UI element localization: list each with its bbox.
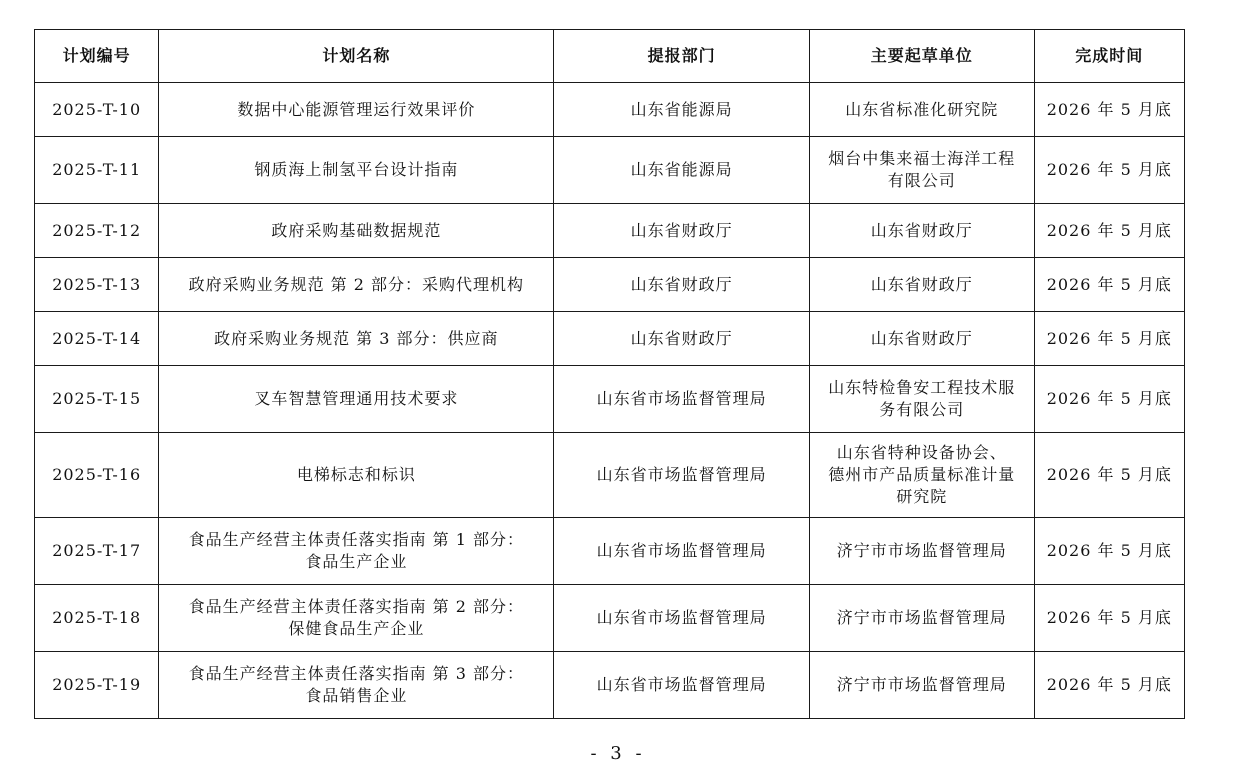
org-cell bbox=[809, 518, 1034, 585]
org-line: 研究院 bbox=[896, 487, 948, 506]
dept-cell: 山东省能源局 bbox=[554, 83, 810, 137]
dept-cell: 山东省能源局 bbox=[554, 137, 810, 204]
plan-table bbox=[34, 29, 1185, 719]
org-line: 济宁市市场监督管理局 bbox=[836, 541, 1007, 560]
org-line: 山东省财政厅 bbox=[870, 274, 973, 294]
page-number: - 3 - bbox=[590, 743, 646, 764]
dept-cell: 山东省市场监督管理局 bbox=[554, 366, 810, 433]
plan-name-line: 钢质海上制氢平台设计指南 bbox=[254, 160, 459, 179]
plan-name-cell bbox=[159, 518, 554, 585]
plan-code-cell: 2025-T-18 bbox=[35, 585, 159, 652]
plan-name-line: 食品生产经营主体责任落实指南 第 2 部分： bbox=[188, 597, 525, 616]
time-cell: 2026 年 5 月底 bbox=[1034, 204, 1184, 258]
table-row bbox=[35, 518, 1185, 585]
time-cell: 2026 年 5 月底 bbox=[1034, 366, 1184, 433]
plan-code-cell: 2025-T-16 bbox=[35, 433, 159, 518]
table-row bbox=[35, 83, 1185, 137]
time-cell: 2026 年 5 月底 bbox=[1034, 652, 1184, 719]
time-cell: 2026 年 5 月底 bbox=[1034, 137, 1184, 204]
header-plan-code: 计划编号 bbox=[35, 30, 159, 83]
org-line: 山东省特种设备协会、 bbox=[836, 443, 1007, 462]
table-row bbox=[35, 366, 1185, 433]
plan-code-cell: 2025-T-13 bbox=[35, 258, 159, 312]
plan-name-cell bbox=[159, 204, 554, 258]
plan-name-cell bbox=[159, 433, 554, 518]
plan-name-line: 叉车智慧管理通用技术要求 bbox=[254, 389, 459, 408]
plan-name-cell bbox=[159, 83, 554, 137]
plan-name-cell bbox=[159, 652, 554, 719]
plan-name-line: 政府采购基础数据规范 bbox=[271, 220, 442, 240]
time-cell: 2026 年 5 月底 bbox=[1034, 258, 1184, 312]
org-line: 德州市产品质量标准计量 bbox=[828, 465, 1016, 484]
plan-name-line: 食品生产企业 bbox=[305, 552, 408, 571]
org-line: 有限公司 bbox=[887, 171, 956, 190]
header-plan-name: 计划名称 bbox=[159, 30, 554, 83]
dept-cell: 山东省市场监督管理局 bbox=[554, 585, 810, 652]
plan-name-cell bbox=[159, 258, 554, 312]
plan-name-cell bbox=[159, 137, 554, 204]
org-cell bbox=[809, 585, 1034, 652]
org-line: 济宁市市场监督管理局 bbox=[836, 675, 1007, 694]
plan-code-cell: 2025-T-14 bbox=[35, 312, 159, 366]
table-row bbox=[35, 137, 1185, 204]
org-line: 济宁市市场监督管理局 bbox=[836, 608, 1007, 627]
plan-name-cell bbox=[159, 312, 554, 366]
org-cell bbox=[809, 366, 1034, 433]
plan-code-cell: 2025-T-11 bbox=[35, 137, 159, 204]
plan-name-line: 食品生产经营主体责任落实指南 第 1 部分： bbox=[188, 530, 525, 549]
org-cell bbox=[809, 137, 1034, 204]
dept-cell: 山东省财政厅 bbox=[554, 312, 810, 366]
plan-name-cell bbox=[159, 585, 554, 652]
dept-cell: 山东省市场监督管理局 bbox=[554, 652, 810, 719]
time-cell: 2026 年 5 月底 bbox=[1034, 518, 1184, 585]
plan-code-cell: 2025-T-15 bbox=[35, 366, 159, 433]
table-row bbox=[35, 312, 1185, 366]
dept-cell: 山东省财政厅 bbox=[554, 204, 810, 258]
plan-name-line: 政府采购业务规范 第 3 部分：供应商 bbox=[214, 328, 499, 348]
plan-code-cell: 2025-T-19 bbox=[35, 652, 159, 719]
org-cell bbox=[809, 312, 1034, 366]
org-line: 务有限公司 bbox=[879, 400, 965, 419]
dept-cell: 山东省市场监督管理局 bbox=[554, 433, 810, 518]
org-line: 山东特检鲁安工程技术服 bbox=[828, 378, 1016, 397]
header-drafting-org: 主要起草单位 bbox=[809, 30, 1034, 83]
plan-code-cell: 2025-T-17 bbox=[35, 518, 159, 585]
plan-name-line: 保健食品生产企业 bbox=[288, 619, 425, 638]
plan-name-line: 食品生产经营主体责任落实指南 第 3 部分： bbox=[188, 664, 525, 683]
org-line: 山东省财政厅 bbox=[870, 328, 973, 348]
plan-name-line: 食品销售企业 bbox=[305, 686, 408, 705]
header-completion-time: 完成时间 bbox=[1034, 30, 1184, 83]
org-line: 烟台中集来福士海洋工程 bbox=[828, 149, 1016, 168]
table-row bbox=[35, 204, 1185, 258]
table-row bbox=[35, 258, 1185, 312]
plan-name-line: 电梯标志和标识 bbox=[296, 465, 416, 484]
dept-cell: 山东省财政厅 bbox=[554, 258, 810, 312]
plan-code-cell: 2025-T-10 bbox=[35, 83, 159, 137]
table-row bbox=[35, 652, 1185, 719]
time-cell: 2026 年 5 月底 bbox=[1034, 585, 1184, 652]
org-line: 山东省财政厅 bbox=[870, 220, 973, 240]
time-cell: 2026 年 5 月底 bbox=[1034, 312, 1184, 366]
org-line: 山东省标准化研究院 bbox=[845, 99, 999, 119]
table-row bbox=[35, 433, 1185, 518]
plan-code-cell: 2025-T-12 bbox=[35, 204, 159, 258]
plan-name-cell bbox=[159, 366, 554, 433]
time-cell: 2026 年 5 月底 bbox=[1034, 433, 1184, 518]
time-cell: 2026 年 5 月底 bbox=[1034, 83, 1184, 137]
header-submitting-dept: 提报部门 bbox=[554, 30, 810, 83]
table-header-row bbox=[35, 30, 1185, 83]
table-row bbox=[35, 585, 1185, 652]
org-cell bbox=[809, 652, 1034, 719]
plan-name-line: 政府采购业务规范 第 2 部分：采购代理机构 bbox=[188, 274, 525, 294]
org-cell bbox=[809, 433, 1034, 518]
dept-cell: 山东省市场监督管理局 bbox=[554, 518, 810, 585]
org-cell bbox=[809, 204, 1034, 258]
org-cell bbox=[809, 83, 1034, 137]
org-cell bbox=[809, 258, 1034, 312]
plan-name-line: 数据中心能源管理运行效果评价 bbox=[237, 99, 476, 119]
